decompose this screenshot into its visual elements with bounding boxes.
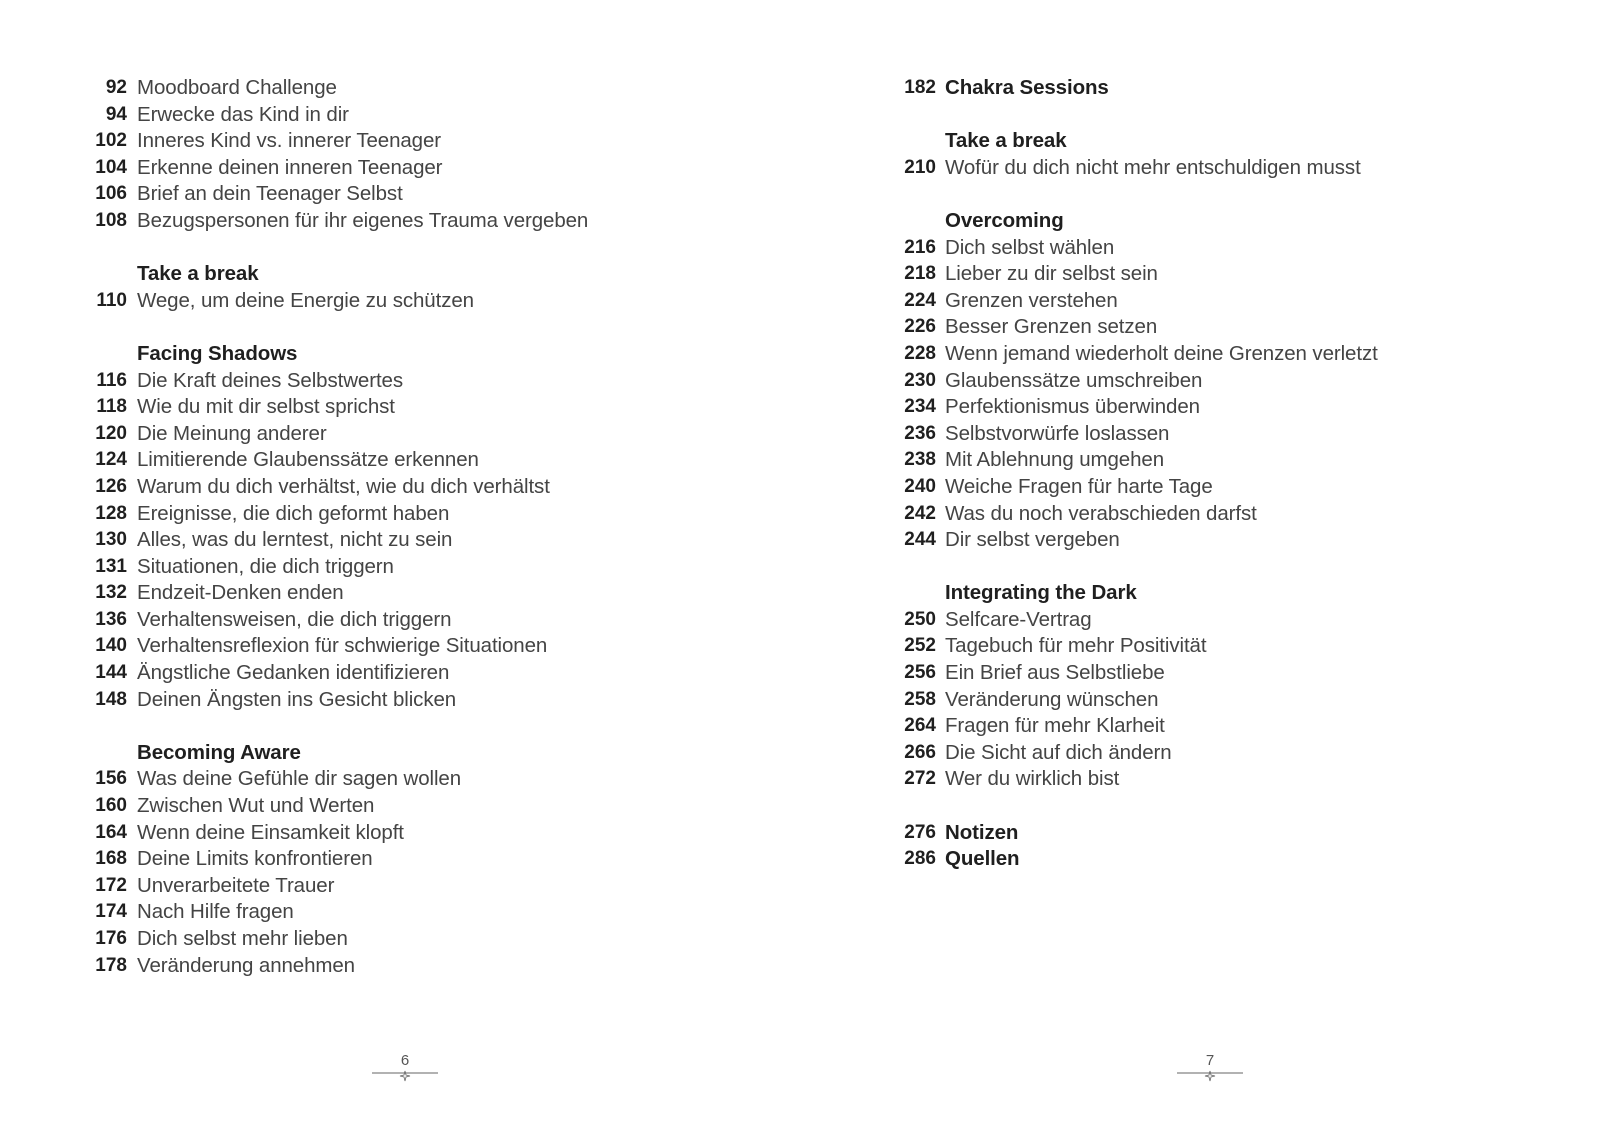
toc-entry-page-number: 136 <box>95 608 127 630</box>
toc-entry-title: Erwecke das Kind in dir <box>137 102 349 126</box>
toc-entry-page-number: 118 <box>96 396 127 418</box>
toc-entry-page-number: 172 <box>95 874 127 896</box>
section-heading-label: Take a break <box>945 129 1067 153</box>
toc-entry-title: Zwischen Wut und Werten <box>137 794 375 818</box>
toc-entry-page-number: 140 <box>95 635 127 657</box>
toc-entry-page-number: 106 <box>95 183 127 205</box>
toc-entry-page-number: 266 <box>904 741 936 763</box>
toc-entry-page-number: 238 <box>904 449 936 471</box>
toc-entry-title: Fragen für mehr Klarheit <box>945 714 1165 738</box>
toc-entry-page-number: 252 <box>904 635 936 657</box>
toc-entry-title: Notizen <box>945 820 1019 844</box>
toc-entry-page-number: 124 <box>95 449 127 471</box>
toc-entry-page-number: 116 <box>96 369 127 391</box>
section-heading-label: Take a break <box>137 262 259 286</box>
toc-entry-page-number: 160 <box>95 795 127 817</box>
toc-entry-page-number: 156 <box>95 768 127 790</box>
toc-entry-page-number: 234 <box>904 396 936 418</box>
toc-entry-title: Dich selbst mehr lieben <box>137 927 348 950</box>
star-ornament-icon <box>370 1070 440 1082</box>
toc-entry-page-number: 120 <box>95 422 127 444</box>
toc-entry-title: Deinen Ängsten ins Gesicht blicken <box>137 687 457 711</box>
toc-entry-title: Dich selbst wählen <box>945 235 1115 259</box>
toc-entry-title: Bezugspersonen für ihr eigenes Trauma vergeben <box>137 208 589 232</box>
toc-entry-page-number: 178 <box>95 954 127 976</box>
toc-entry-page-number: 228 <box>904 342 936 364</box>
toc-entry-title: Wie du mit dir selbst sprichst <box>137 395 395 419</box>
star-ornament-icon <box>1175 1070 1245 1082</box>
toc-entry-page-number: 128 <box>95 502 127 524</box>
toc-entry-title: Veränderung wünschen <box>945 687 1159 711</box>
toc-entry-title: Wenn jemand wiederholt deine Grenzen verletzt <box>945 341 1378 365</box>
toc-entry-title: Brief an dein Teenager Selbst <box>137 182 403 206</box>
toc-entry-page-number: 240 <box>904 475 936 497</box>
toc-entry-page-number: 242 <box>904 502 936 524</box>
toc-entry-title: Limitierende Glaubenssätze erkennen <box>137 448 479 472</box>
toc-entry-page-number: 210 <box>904 156 936 178</box>
toc-entry-title: Endzeit-Denken enden <box>137 581 344 605</box>
toc-entry-page-number: 108 <box>95 209 127 231</box>
toc-entry-page-number: 250 <box>904 608 936 630</box>
toc-entry-title: Nach Hilfe fragen <box>137 900 294 924</box>
section-heading-label: Overcoming <box>945 208 1064 232</box>
toc-entry-title: Ereignisse, die dich geformt haben <box>137 501 450 525</box>
page-number: 7 <box>1205 1052 1215 1069</box>
page-number: 6 <box>400 1052 410 1069</box>
toc-entry-page-number: 224 <box>904 289 936 311</box>
toc-entry-title: Die Sicht auf dich ändern <box>945 740 1172 764</box>
section-heading-label: Facing Shadows <box>137 341 298 365</box>
toc-entry-title: Verhaltensreflexion für schwierige Situationen <box>137 634 548 658</box>
toc-entry-page-number: 258 <box>904 688 936 710</box>
section-heading-label: Integrating the Dark <box>945 581 1137 605</box>
toc-entry-page-number: 264 <box>904 715 936 737</box>
toc-entry-title: Verhaltensweisen, die dich triggern <box>137 607 452 631</box>
toc-entry-title: Wofür du dich nicht mehr entschuldigen musst <box>945 155 1361 179</box>
toc-entry-page-number: 244 <box>904 529 936 551</box>
toc-entry-page-number: 148 <box>95 688 127 710</box>
toc-entry-title: Grenzen verstehen <box>945 288 1118 312</box>
toc-entry-title: Warum du dich verhältst, wie du dich verhältst <box>137 474 550 498</box>
toc-entry-page-number: 132 <box>95 582 127 604</box>
toc-entry-page-number: 131 <box>95 555 127 577</box>
toc-entry-page-number: 286 <box>904 848 936 870</box>
toc-entry-title: Wer du wirklich bist <box>945 767 1120 791</box>
toc-entry-page-number: 92 <box>105 77 127 98</box>
toc-entry-title: Inneres Kind vs. innerer Teenager <box>137 129 442 153</box>
toc-entry-title: Wege, um deine Energie zu schützen <box>137 288 474 312</box>
toc-entry-title: Wenn deine Einsamkeit klopft <box>137 820 404 844</box>
toc-entry-page-number: 94 <box>105 103 127 125</box>
toc-entry-page-number: 102 <box>95 130 127 152</box>
right-page <box>800 0 1600 1135</box>
toc-entry-title: Erkenne deinen inneren Teenager <box>137 155 443 179</box>
toc-entry-title: Veränderung annehmen <box>137 953 355 977</box>
toc-entry-page-number: 236 <box>904 422 936 444</box>
toc-entry-title: Besser Grenzen setzen <box>945 315 1158 339</box>
toc-entry-title: Chakra Sessions <box>945 76 1109 99</box>
toc-entry-page-number: 230 <box>904 369 936 391</box>
toc-entry-page-number: 182 <box>904 77 936 98</box>
toc-entry-title: Tagebuch für mehr Positivität <box>945 634 1207 658</box>
toc-entry-title: Selfcare-Vertrag <box>945 607 1092 631</box>
toc-entry-page-number: 218 <box>904 263 936 285</box>
toc-entry-title: Was deine Gefühle dir sagen wollen <box>137 767 462 791</box>
toc-entry-page-number: 164 <box>95 821 127 843</box>
toc-entry-page-number: 110 <box>96 289 127 311</box>
toc-entry-title: Glaubenssätze umschreiben <box>945 368 1203 392</box>
toc-entry-title: Weiche Fragen für harte Tage <box>945 474 1213 498</box>
toc-entry-title: Ängstliche Gedanken identifizieren <box>137 661 450 685</box>
toc-entry-title: Die Kraft deines Selbstwertes <box>137 368 404 392</box>
toc-entry-title: Ein Brief aus Selbstliebe <box>945 661 1165 685</box>
section-heading-label: Becoming Aware <box>137 740 301 764</box>
toc-entry-title: Die Meinung anderer <box>137 421 327 445</box>
toc-entry-page-number: 216 <box>904 236 936 258</box>
page-folio <box>370 1052 440 1082</box>
toc-entry-page-number: 104 <box>95 156 127 178</box>
toc-entry-page-number: 130 <box>95 529 127 551</box>
toc-entry-title: Perfektionismus überwinden <box>945 395 1200 419</box>
toc-entry-page-number: 144 <box>95 662 127 684</box>
toc-entry-title: Quellen <box>945 847 1020 871</box>
toc-entry-page-number: 126 <box>95 475 127 497</box>
toc-entry-title: Unverarbeitete Trauer <box>137 873 335 897</box>
toc-entry-title: Mit Ablehnung umgehen <box>945 448 1165 472</box>
toc-entry-page-number: 276 <box>904 821 936 843</box>
toc-entry-page-number: 176 <box>95 928 127 949</box>
toc-entry-title: Situationen, die dich triggern <box>137 554 394 578</box>
toc-entry-title: Alles, was du lerntest, nicht zu sein <box>137 528 453 552</box>
toc-entry-title: Selbstvorwürfe loslassen <box>945 421 1170 445</box>
toc-entry-title: Moodboard Challenge <box>137 76 337 99</box>
toc-entry-title: Lieber zu dir selbst sein <box>945 262 1158 286</box>
toc-entry-title: Dir selbst vergeben <box>945 528 1120 552</box>
page-folio <box>1175 1052 1245 1082</box>
toc-entry-title: Was du noch verabschieden darfst <box>945 501 1257 525</box>
toc-entry-page-number: 272 <box>904 768 936 790</box>
toc-entry-page-number: 168 <box>95 848 127 870</box>
toc-entry-title: Deine Limits konfrontieren <box>137 847 373 871</box>
toc-entry-page-number: 226 <box>904 316 936 338</box>
toc-entry-page-number: 174 <box>95 901 127 923</box>
toc-entry-page-number: 256 <box>904 662 936 684</box>
